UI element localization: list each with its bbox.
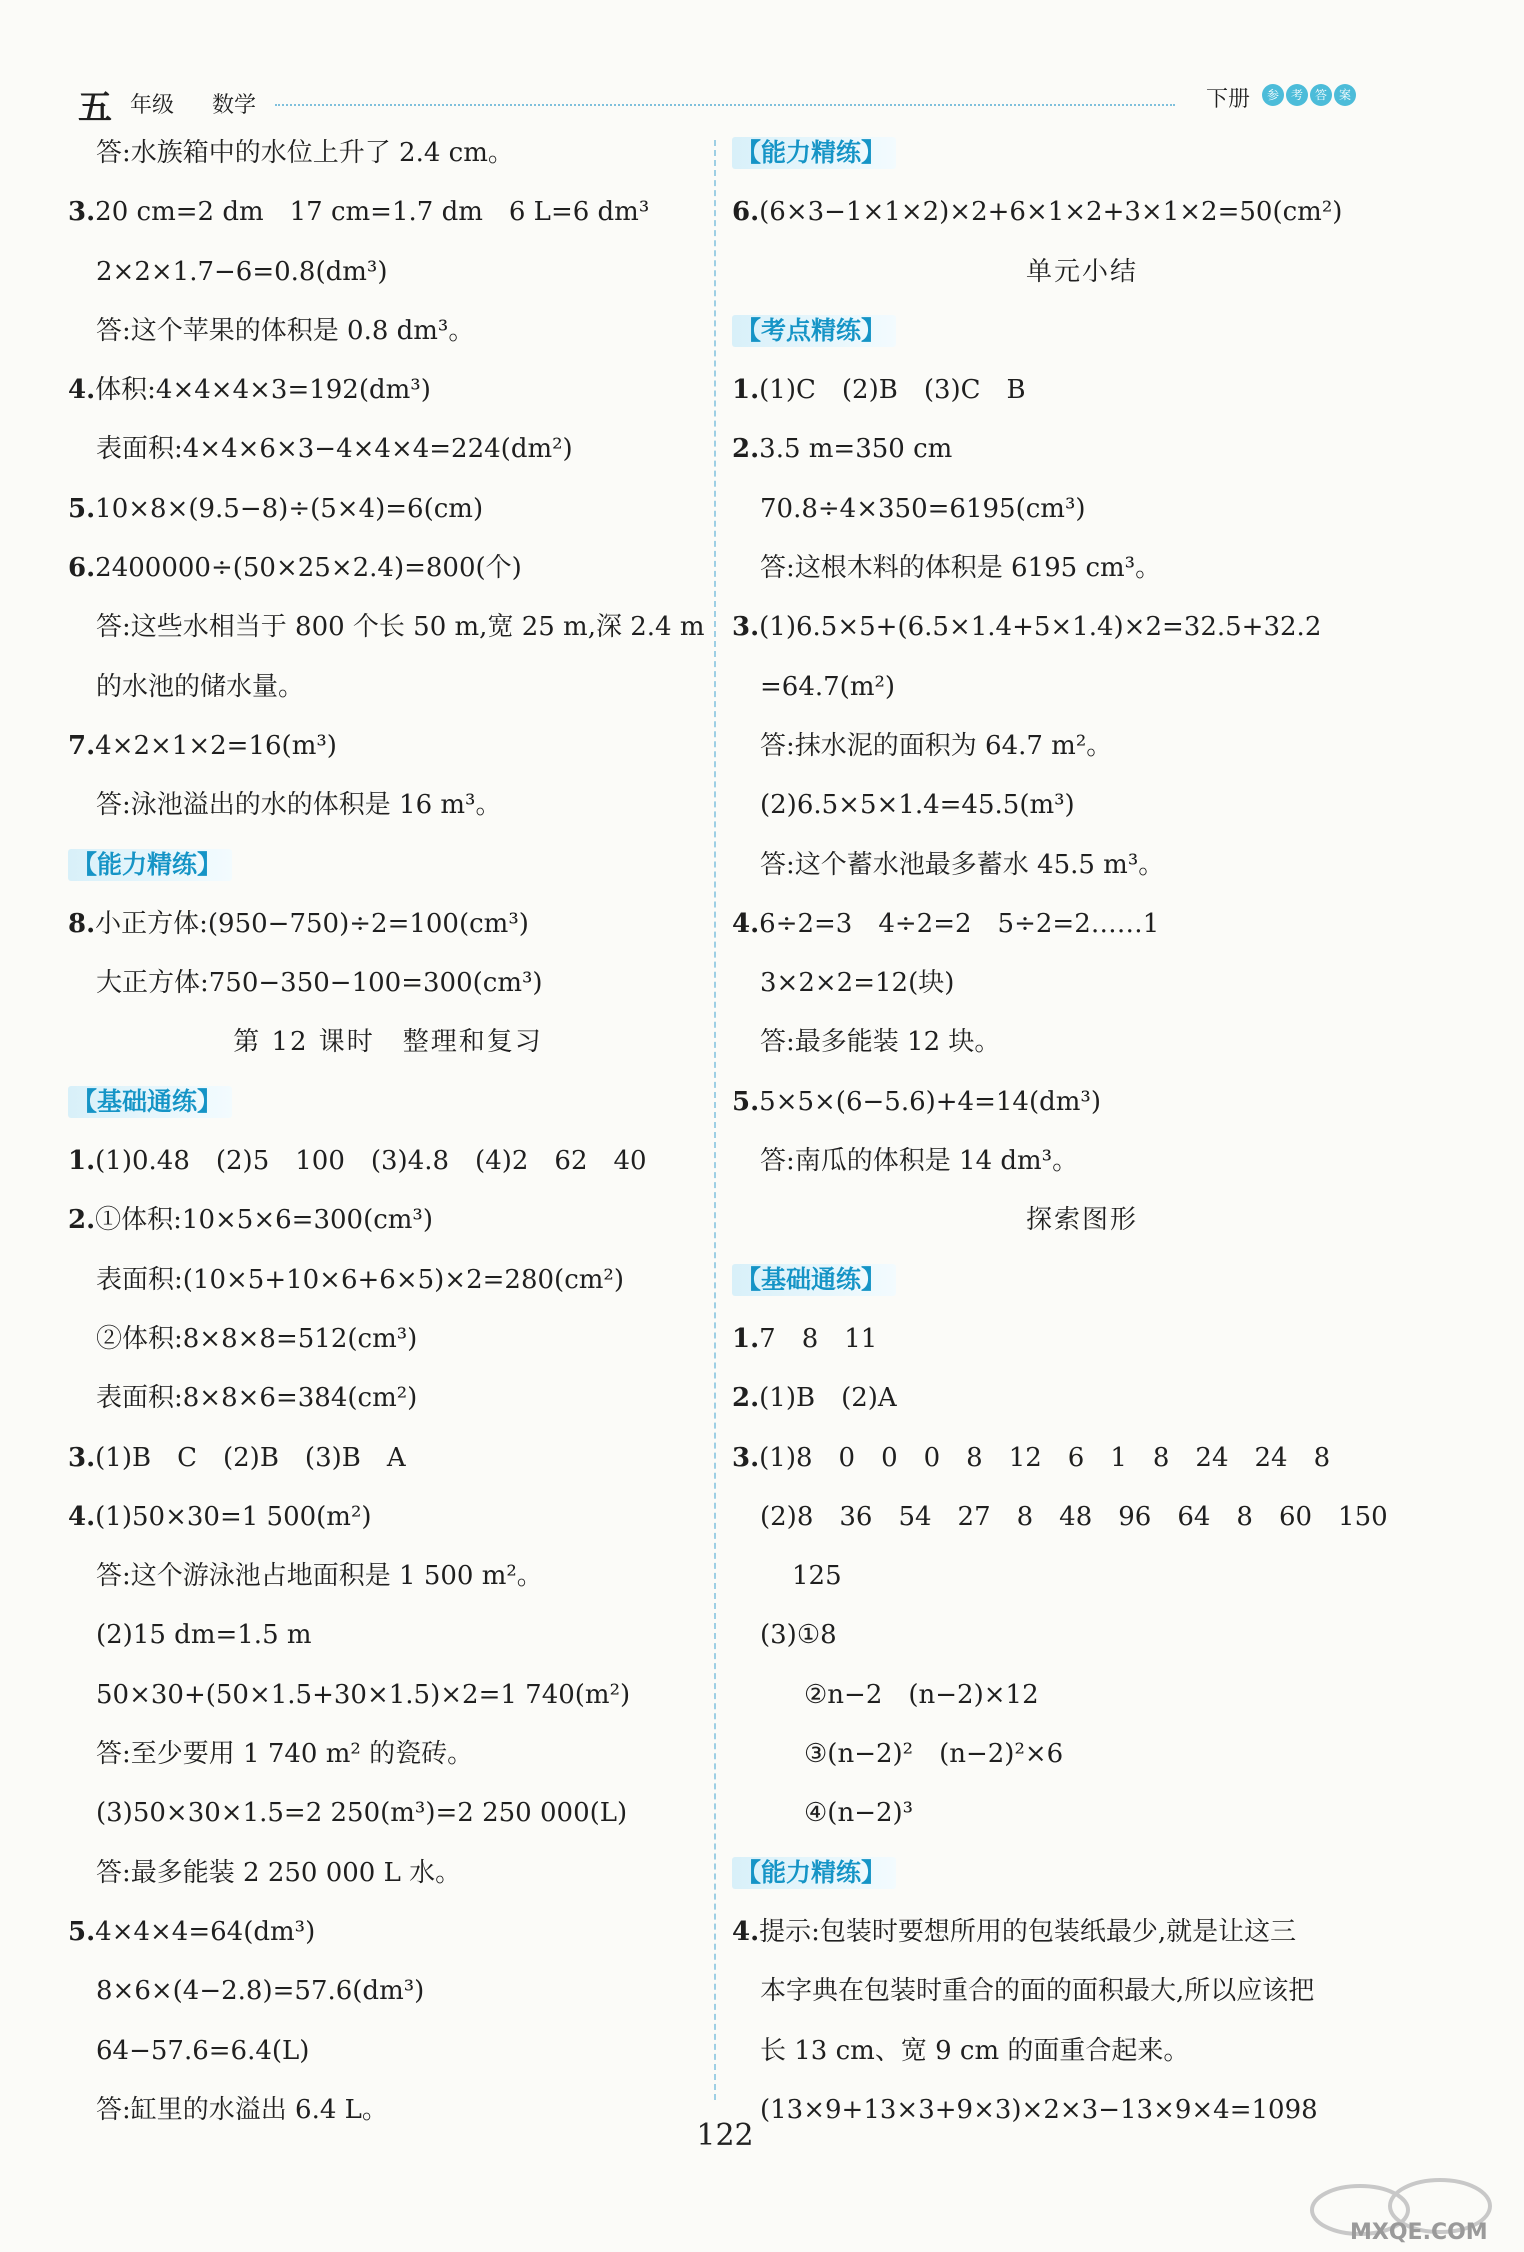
answer-item: [68, 1903, 708, 1962]
answer-line: ④(n−2)³: [804, 1798, 914, 1829]
subject-label: 数学: [212, 93, 257, 118]
item-number: 4.: [732, 1916, 760, 1947]
answer-item: [732, 895, 1432, 954]
answer-line: 答:缸里的水溢出 6.4 L。: [96, 2094, 388, 2125]
item-text: 6÷2=3 4÷2=2 5÷2=2……1: [759, 908, 1160, 939]
answer-line: (13×9+13×3+9×3)×2×3−13×9×4=1098: [760, 2094, 1318, 2125]
answer-line: 64−57.6=6.4(L): [96, 2035, 310, 2066]
answer-item: [68, 480, 708, 539]
grade-label: 年级: [130, 93, 175, 118]
answer-item: [68, 717, 708, 776]
header-divider: [275, 104, 1175, 106]
answer-line: 125: [792, 1561, 842, 1592]
item-number: 6.: [68, 553, 96, 584]
item-text: 3.5 m=350 cm: [759, 434, 953, 465]
answer-line: 答:抹水泥的面积为 64.7 m²。: [760, 730, 1113, 761]
answer-item: [68, 1429, 708, 1488]
item-text: (1)0.48 (2)5 100 (3)4.8 (4)2 62 40: [95, 1146, 647, 1177]
item-number: 1.: [732, 375, 760, 406]
answer-item: [68, 1191, 708, 1250]
answer-item: [732, 1073, 1432, 1132]
page-header: [0, 0, 1524, 140]
item-number: 4.: [68, 1501, 96, 1532]
answer-line: (3)①8: [760, 1620, 837, 1651]
section-tag: 【能力精练】: [68, 849, 232, 881]
item-text: 2400000÷(50×25×2.4)=800(个): [95, 553, 522, 584]
badge-char: 案: [1334, 84, 1356, 106]
item-number: 2.: [732, 1383, 760, 1414]
answer-item: [732, 1903, 1432, 1962]
item-text: (1)B (2)A: [759, 1383, 897, 1414]
answer-line: 70.8÷4×350=6195(cm³): [760, 493, 1086, 524]
section-heading: [68, 1073, 708, 1132]
column-divider: [714, 140, 716, 2100]
item-text: 提示:包装时要想所用的包装纸最少,就是让这三: [759, 1916, 1297, 1947]
answer-line: (2)6.5×5×1.4=45.5(m³): [760, 790, 1075, 821]
item-number: 5.: [68, 1916, 96, 1947]
watermark-text: MXQE.COM: [1350, 2220, 1488, 2245]
answer-line: 答:最多能装 12 块。: [760, 1027, 1001, 1058]
answer-badges: [1262, 84, 1356, 106]
answer-line: ②n−2 (n−2)×12: [804, 1679, 1039, 1710]
section-heading: [732, 124, 1432, 183]
item-text: 小正方体:(950−750)÷2=100(cm³): [95, 908, 529, 939]
answer-item: [68, 895, 708, 954]
item-text: 5×5×(6−5.6)+4=14(dm³): [759, 1086, 1101, 1117]
section-heading: [68, 836, 708, 895]
item-number: 8.: [68, 908, 96, 939]
answer-line: (2)15 dm=1.5 m: [96, 1620, 312, 1651]
answer-item: [68, 539, 708, 598]
answer-item: [732, 1310, 1432, 1369]
answer-line: 答:这个游泳池占地面积是 1 500 m²。: [96, 1561, 543, 1592]
answer-line: 长 13 cm、宽 9 cm 的面重合起来。: [760, 2035, 1190, 2066]
badge-char: 答: [1310, 84, 1332, 106]
answer-line: ②体积:8×8×8=512(cm³): [96, 1323, 418, 1354]
answer-line: 大正方体:750−350−100=300(cm³): [96, 968, 543, 999]
section-heading: [732, 302, 1432, 361]
answer-line: 表面积:4×4×6×3−4×4×4=224(dm²): [96, 434, 573, 465]
answer-item: [732, 183, 1432, 242]
answer-line: 答:南瓜的体积是 14 dm³。: [760, 1146, 1079, 1177]
item-text: 10×8×(9.5−8)÷(5×4)=6(cm): [95, 493, 484, 524]
answer-line: 答:水族箱中的水位上升了 2.4 cm。: [96, 138, 514, 168]
item-text: (1)8 0 0 0 8 12 6 1 8 24 24 8: [759, 1442, 1331, 1473]
answer-line: (3)50×30×1.5=2 250(m³)=2 250 000(L): [96, 1798, 628, 1829]
answer-item: [732, 598, 1432, 657]
answer-line: 答:这些水相当于 800 个长 50 m,宽 25 m,深 2.4 m: [96, 612, 705, 643]
answer-line: 8×6×(4−2.8)=57.6(dm³): [96, 1976, 425, 2007]
answer-line: 答:泳池溢出的水的体积是 16 m³。: [96, 790, 502, 821]
lesson-heading: 探索图形: [1025, 1205, 1138, 1236]
answer-line: 3×2×2=12(块): [760, 968, 955, 999]
answer-item: [68, 183, 708, 242]
item-number: 4.: [732, 908, 760, 939]
section-tag: 【考点精练】: [732, 315, 896, 347]
section-heading: [732, 1844, 1432, 1903]
section-tag: 【基础通练】: [732, 1264, 896, 1296]
item-number: 5.: [68, 493, 96, 524]
volume-label: 下册: [1206, 87, 1251, 112]
answer-line: (2)8 36 54 27 8 48 96 64 8 60 150: [760, 1501, 1388, 1532]
answer-item: [732, 361, 1432, 420]
item-number: 1.: [732, 1323, 760, 1354]
section-tag: 【能力精练】: [732, 137, 896, 169]
answer-item: [68, 1488, 708, 1547]
item-number: 3.: [68, 197, 96, 228]
item-number: 1.: [68, 1146, 96, 1177]
answer-line: 答:最多能装 2 250 000 L 水。: [96, 1857, 462, 1888]
badge-char: 考: [1286, 84, 1308, 106]
answer-line: 表面积:(10×5+10×6+6×5)×2=280(cm²): [96, 1264, 624, 1295]
item-text: 7 8 11: [759, 1323, 878, 1354]
answer-item: [68, 1132, 708, 1191]
page-number: 122: [696, 2118, 754, 2153]
answer-line: 答:这个蓄水池最多蓄水 45.5 m³。: [760, 849, 1165, 880]
item-number: 3.: [732, 612, 760, 643]
answer-line: =64.7(m²): [760, 671, 896, 702]
item-number: 3.: [68, 1442, 96, 1473]
answer-line: 2×2×1.7−6=0.8(dm³): [96, 256, 388, 287]
answer-item: [68, 361, 708, 420]
item-number: 7.: [68, 730, 96, 761]
item-text: (1)B C (2)B (3)B A: [95, 1442, 406, 1473]
answer-line: 表面积:8×8×6=384(cm²): [96, 1383, 418, 1414]
answer-item: [732, 1369, 1432, 1428]
lesson-heading: 单元小结: [1025, 256, 1138, 287]
answer-line: 本字典在包装时重合的面的面积最大,所以应该把: [760, 1976, 1315, 2007]
answer-line: ③(n−2)² (n−2)²×6: [804, 1739, 1064, 1770]
item-text: (1)50×30=1 500(m²): [95, 1501, 372, 1532]
answer-line: 答:这根木料的体积是 6195 cm³。: [760, 553, 1162, 584]
answer-item: [732, 420, 1432, 479]
item-text: 4×4×4=64(dm³): [95, 1916, 316, 1947]
section-tag: 【基础通练】: [68, 1086, 232, 1118]
item-number: 5.: [732, 1086, 760, 1117]
item-text: (1)6.5×5+(6.5×1.4+5×1.4)×2=32.5+32.2: [759, 612, 1322, 643]
grade-number: 五: [78, 88, 112, 128]
section-tag: 【能力精练】: [732, 1857, 896, 1889]
item-number: 2.: [68, 1205, 96, 1236]
answer-item: [732, 1429, 1432, 1488]
badge-char: 参: [1262, 84, 1284, 106]
left-column: [68, 124, 708, 2140]
item-number: 4.: [68, 375, 96, 406]
item-text: ①体积:10×5×6=300(cm³): [95, 1205, 433, 1236]
item-number: 3.: [732, 1442, 760, 1473]
item-text: (1)C (2)B (3)C B: [759, 375, 1026, 406]
answer-line: 的水池的储水量。: [96, 671, 305, 702]
right-column: [732, 124, 1432, 2140]
item-text: (6×3−1×1×2)×2+6×1×2+3×1×2=50(cm²): [759, 197, 1343, 228]
lesson-heading: 第 12 课时 整理和复习: [233, 1027, 543, 1058]
item-number: 6.: [732, 197, 760, 228]
answer-line: 答:这个苹果的体积是 0.8 dm³。: [96, 315, 475, 346]
item-text: 体积:4×4×4×3=192(dm³): [95, 375, 431, 406]
answer-line: 50×30+(50×1.5+30×1.5)×2=1 740(m²): [96, 1679, 631, 1710]
item-text: 20 cm=2 dm 17 cm=1.7 dm 6 L=6 dm³: [95, 197, 650, 228]
section-heading: [732, 1251, 1432, 1310]
item-text: 4×2×1×2=16(m³): [95, 730, 337, 761]
answer-line: 答:至少要用 1 740 m² 的瓷砖。: [96, 1739, 474, 1770]
item-number: 2.: [732, 434, 760, 465]
